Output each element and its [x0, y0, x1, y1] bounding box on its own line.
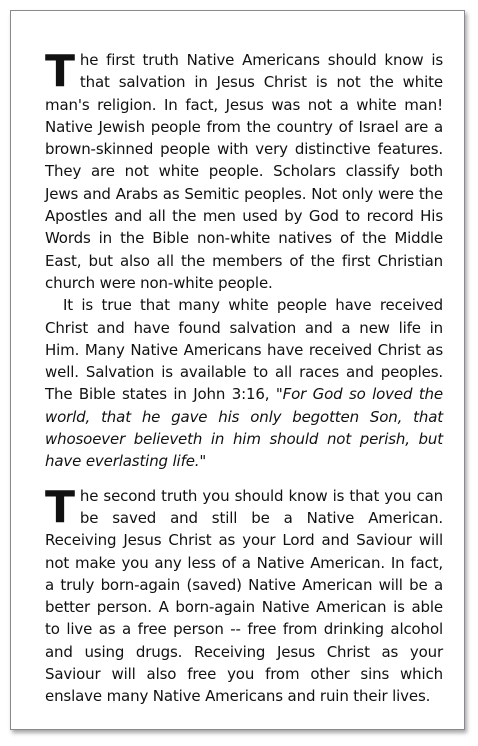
drop-cap: T — [45, 481, 75, 533]
paragraph-text: It is true that many white people have received Christ and have found salvation and a new life in Him. Many Native Americans have received Christ as well. Salvation is available to all races and peoples. The Bible states in John 3:16, — [45, 296, 443, 404]
paragraph-salvation — [45, 294, 443, 472]
paragraph-second-truth — [45, 481, 443, 708]
drop-cap: T — [45, 46, 75, 97]
document-page — [10, 10, 465, 730]
paragraph-text: he first truth Native Americans should know is that salvation in Jesus Christ is not the white man's religion. In fact, Jesus was not a white man! Native Jewish people from the country of Israel are a brown-skinned people with very distinctive features. They are not white people. Scholars classify both Jews and Arabs as Semitic peoples. Not only were the Apostles and all the men used by God to record His Words in the Bible non-white natives of the Middle East, but also all the members of the first Christian church were non-white people. — [45, 51, 443, 292]
scripture-quote: "For God so loved the world, that he gave his only begotten Son, that whosoever believeth in him should not perish, but have everlasting life." — [45, 385, 443, 471]
paragraph-first-truth — [45, 46, 443, 294]
body-text — [45, 46, 443, 708]
paragraph-text: he second truth you should know is that you can be saved and still be a Native American. Receiving Jesus Christ as your Lord and Saviour will not make you any less of a Native American. In fact, a truly born-again (saved) Native American will be a better person. A born-again Native American is able to live as a free person -- free from drinking alcohol and using drugs. Receiving Jesus Christ as your Saviour will also free you from other sins which enslave many Native Americans and ruin their lives. — [45, 486, 443, 706]
